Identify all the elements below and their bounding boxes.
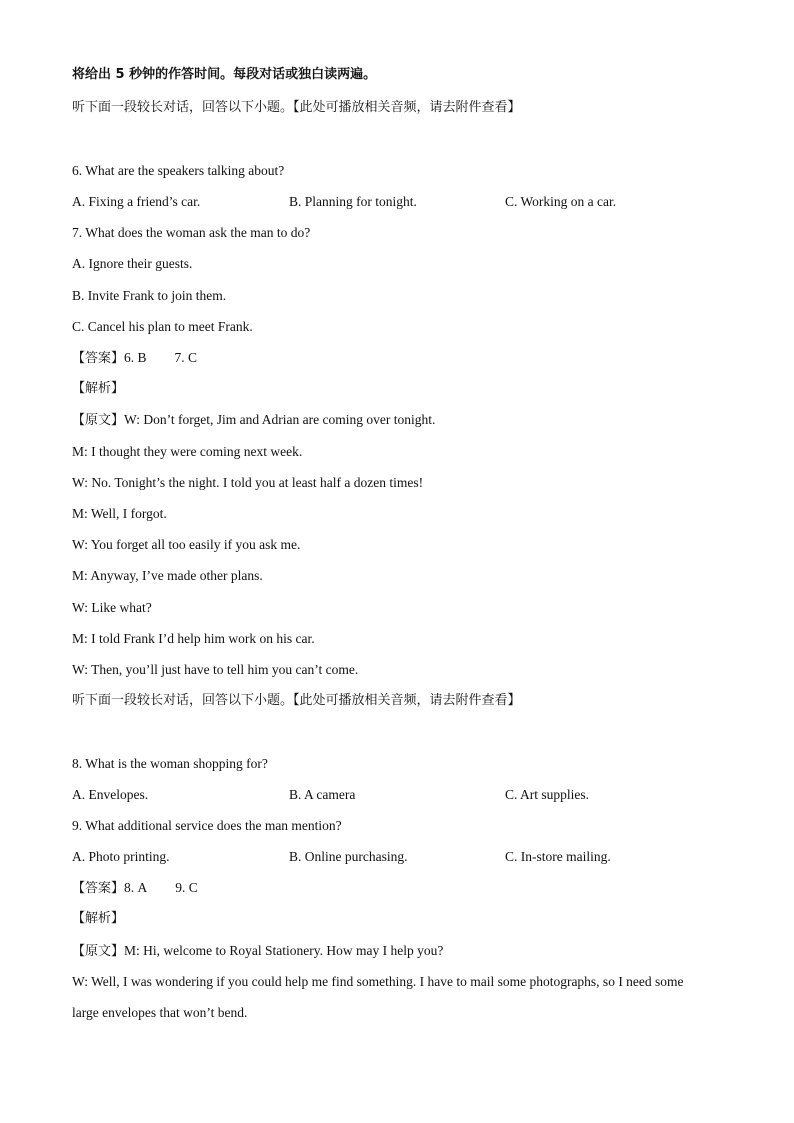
transcript-line: W: No. Tonight’s the night. I told you at least half a dozen times! — [72, 475, 424, 490]
section1-instruction: 听下面一段较长对话，回答以下小题。【此处可播放相关音频，请去附件查看】 — [72, 100, 521, 115]
answer-line-1 — [72, 349, 197, 368]
q9-option-c: C. In-store mailing. — [505, 849, 611, 864]
question-9: 9. What additional service does the man mention? — [72, 818, 342, 833]
q9-option-b: B. Online purchasing. — [289, 849, 408, 864]
transcript-text: M: Hi, welcome to Royal Stationery. How may I help you? — [124, 943, 444, 958]
transcript-tag: 【原文】 — [72, 413, 125, 428]
transcript-line: M: I told Frank I’d help him work on his car. — [72, 631, 315, 646]
analysis-tag: 【解析】 — [72, 911, 125, 926]
transcript-line: W: Well, I was wondering if you could help me find something. I have to mail some photographs, so I need some — [72, 974, 684, 989]
transcript-line: large envelopes that won’t bend. — [72, 1005, 248, 1020]
question-6: 6. What are the speakers talking about? — [72, 163, 285, 178]
answer-7: 7. C — [174, 350, 198, 365]
transcript-text: W: Don’t forget, Jim and Adrian are coming over tonight. — [124, 412, 436, 427]
answer-9: 9. C — [175, 880, 198, 895]
section2-instruction: 听下面一段较长对话，回答以下小题。【此处可播放相关音频，请去附件查看】 — [72, 693, 521, 708]
q6-option-a: A. Fixing a friend’s car. — [72, 194, 201, 209]
intro-text: 将给出 5 秒钟的作答时间。每段对话或独白读两遍。 — [72, 67, 377, 82]
q6-option-b: B. Planning for tonight. — [289, 194, 417, 209]
transcript-line: W: Like what? — [72, 600, 152, 615]
question-7: 7. What does the woman ask the man to do? — [72, 225, 311, 240]
q8-option-a: A. Envelopes. — [72, 787, 149, 802]
answer-8: 8. A — [124, 880, 148, 895]
transcript-line — [72, 411, 435, 430]
q8-option-b: B. A camera — [289, 787, 356, 802]
answer-line-2 — [72, 879, 198, 898]
transcript-line — [72, 942, 443, 961]
transcript-line: W: You forget all too easily if you ask me. — [72, 537, 301, 552]
answer-tag: 【答案】 — [72, 881, 125, 896]
analysis-tag: 【解析】 — [72, 381, 125, 396]
answer-tag: 【答案】 — [72, 351, 125, 366]
transcript-line: M: Well, I forgot. — [72, 506, 167, 521]
question-8: 8. What is the woman shopping for? — [72, 756, 268, 771]
transcript-line: M: Anyway, I’ve made other plans. — [72, 568, 263, 583]
q7-option-b: B. Invite Frank to join them. — [72, 288, 227, 303]
transcript-line: W: Then, you’ll just have to tell him you can’t come. — [72, 662, 359, 677]
answer-6: 6. B — [124, 350, 147, 365]
transcript-tag: 【原文】 — [72, 944, 125, 959]
q6-option-c: C. Working on a car. — [505, 194, 617, 209]
q8-option-c: C. Art supplies. — [505, 787, 590, 802]
transcript-line: M: I thought they were coming next week. — [72, 444, 303, 459]
q9-option-a: A. Photo printing. — [72, 849, 170, 864]
q7-option-c: C. Cancel his plan to meet Frank. — [72, 319, 253, 334]
q7-option-a: A. Ignore their guests. — [72, 256, 193, 271]
